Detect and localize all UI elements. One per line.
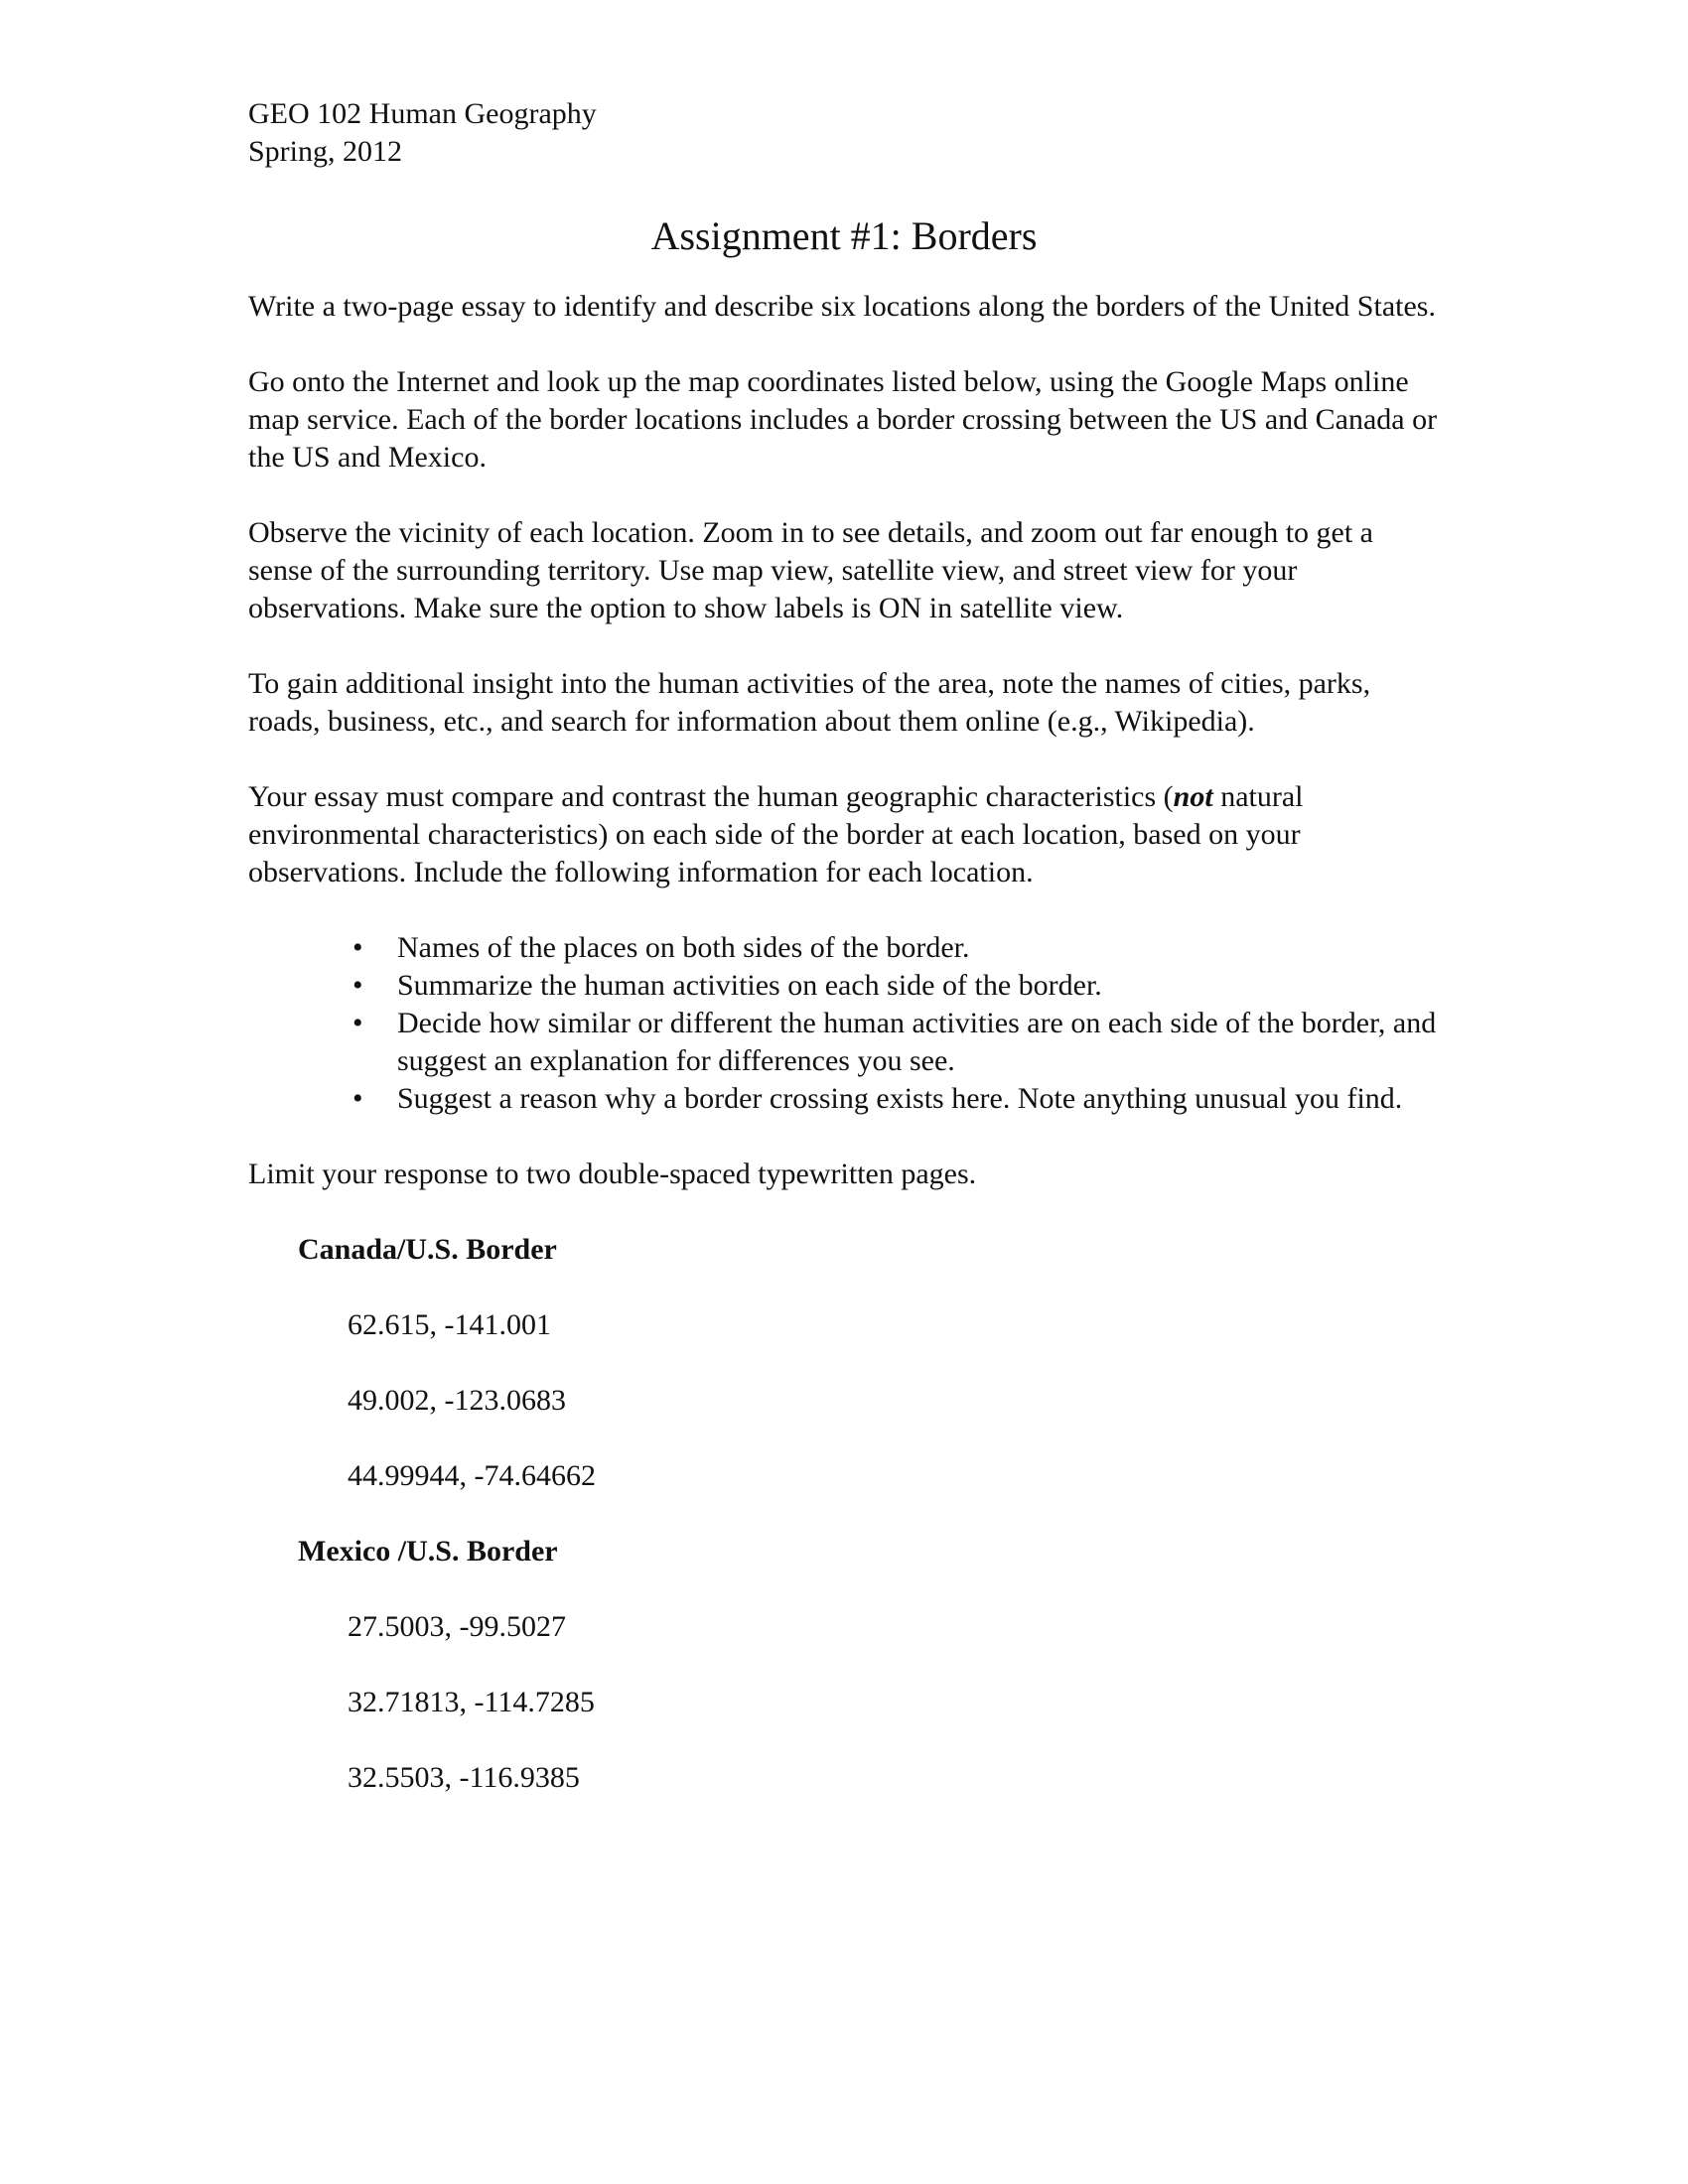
observation-paragraph: Observe the vicinity of each location. Zoom in to see details, and zoom out far enough to get a sense of the surrounding territory. Use map view, satellite view, and street view for your observations. Make sure the option to show labels is ON in satellite view. bbox=[248, 516, 1373, 624]
bullet-icon: • bbox=[352, 969, 363, 1002]
essay-requirements-paragraph bbox=[248, 778, 1440, 891]
coordinate-entry: 32.5503, -116.9385 bbox=[348, 1761, 580, 1794]
list-item-text: Names of the places on both sides of the border. bbox=[397, 931, 970, 964]
research-paragraph: To gain additional insight into the human activities of the area, note the names of cities, parks, roads, business, etc., and search for information about them online (e.g., Wikipedia). bbox=[248, 667, 1371, 738]
list-item bbox=[352, 1005, 1440, 1080]
course-name: GEO 102 Human Geography bbox=[248, 97, 597, 130]
list-item bbox=[352, 1080, 1440, 1118]
term: Spring, 2012 bbox=[248, 135, 403, 168]
list-item bbox=[352, 967, 1440, 1005]
coordinate-entry: 49.002, -123.0683 bbox=[348, 1384, 566, 1417]
essay-text-after: natural environmental characteristics) on each side of the border at each location, based on your observations. Include the following information for each location. bbox=[248, 780, 1304, 888]
coordinate-entry: 44.99944, -74.64662 bbox=[348, 1459, 596, 1492]
coordinate-entry: 62.615, -141.001 bbox=[348, 1308, 551, 1341]
intro-paragraph: Write a two-page essay to identify and describe six locations along the borders of the United States. bbox=[248, 290, 1436, 323]
bullet-icon: • bbox=[352, 1082, 363, 1115]
essay-text-before: Your essay must compare and contrast the human geographic characteristics ( bbox=[248, 780, 1174, 813]
list-item-text: Summarize the human activities on each side of the border. bbox=[397, 969, 1102, 1002]
mexico-border-heading: Mexico /U.S. Border bbox=[298, 1535, 558, 1568]
emphasis-not: not bbox=[1173, 780, 1213, 813]
instructions-paragraph: Go onto the Internet and look up the map coordinates listed below, using the Google Maps online map service. Each of the border locations includes a border crossing between the US and Canada or the US and Mexico. bbox=[248, 365, 1438, 474]
coordinate-entry: 27.5003, -99.5027 bbox=[348, 1610, 566, 1643]
list-item-text: Suggest a reason why a border crossing exists here. Note anything unusual you find. bbox=[397, 1082, 1403, 1115]
requirements-list bbox=[248, 929, 1440, 1118]
bullet-icon: • bbox=[352, 1007, 363, 1039]
list-item-text: Decide how similar or different the human activities are on each side of the border, and suggest an explanation for differences you see. bbox=[397, 1007, 1437, 1077]
document-page bbox=[248, 95, 1440, 1835]
assignment-title: Assignment #1: Borders bbox=[650, 213, 1038, 258]
coordinate-entry: 32.71813, -114.7285 bbox=[348, 1686, 595, 1718]
canada-border-heading: Canada/U.S. Border bbox=[298, 1233, 557, 1266]
bullet-icon: • bbox=[352, 931, 363, 964]
length-limit-text: Limit your response to two double-spaced typewritten pages. bbox=[248, 1158, 977, 1190]
list-item bbox=[352, 929, 1440, 967]
